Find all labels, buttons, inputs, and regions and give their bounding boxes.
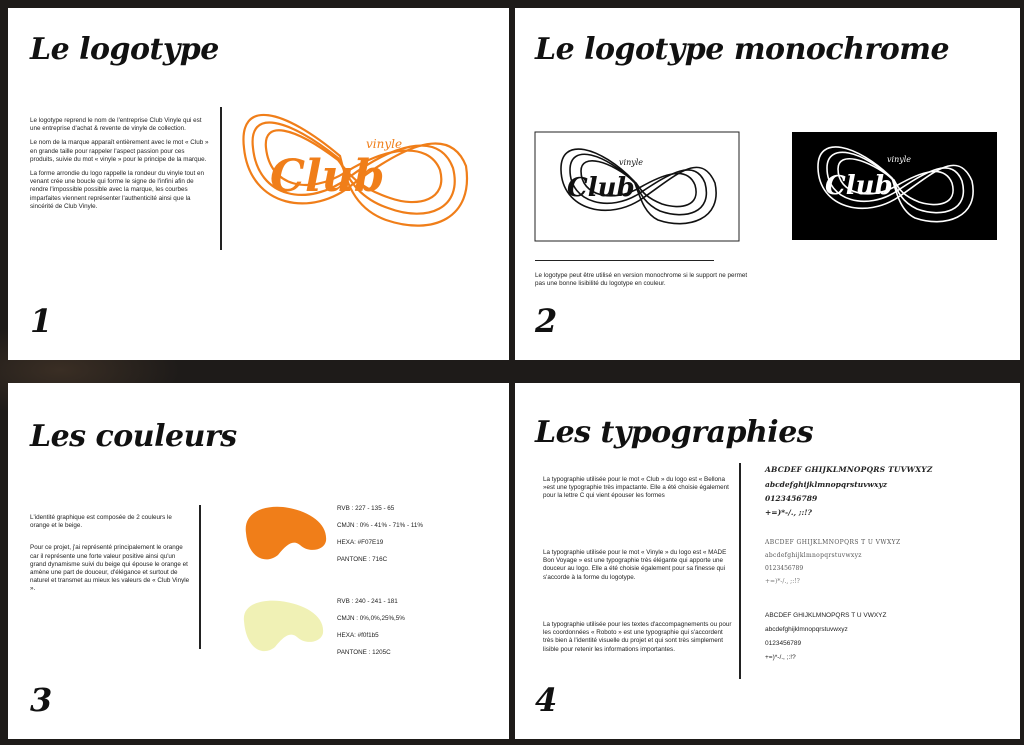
bonvoyage-lowercase: abcdefghijklmnopqrstuvwxyz bbox=[765, 552, 862, 559]
color-swatches bbox=[8, 383, 509, 739]
paragraph: L'identité graphique est composée de 2 couleurs le orange et le beige. bbox=[30, 514, 172, 530]
bonvoyage-symbols: +=)*-/., ;:!? bbox=[765, 578, 800, 585]
bellona-lowercase: abcdefghijklmnopqrstuvwxyz bbox=[765, 480, 888, 489]
page-number: 3 bbox=[30, 681, 53, 719]
beige-rvb: RVB : 240 - 241 - 181 bbox=[337, 598, 398, 605]
beige-pantone: PANTONE : 1205C bbox=[337, 649, 391, 656]
logo-color bbox=[8, 8, 509, 360]
monochrome-caption: Le logotype peut être utilisé en version monochrome si le support ne permet pas une bonne lisibilité du logotype en couleur. bbox=[535, 272, 748, 288]
panel-couleurs bbox=[8, 383, 509, 739]
bonvoyage-digits: 0123456789 bbox=[765, 565, 804, 572]
bellona-uppercase: ABCDEF GHIJKLMNOPQRS TUVWXYZ bbox=[765, 465, 933, 474]
beige-hexa: HEXA: #f0f1b5 bbox=[337, 632, 379, 639]
divider bbox=[535, 260, 714, 261]
panel-logotype bbox=[8, 8, 509, 360]
panel-title: Les couleurs bbox=[30, 419, 237, 454]
paragraph: Le logotype reprend le nom de l'entreprise Club Vinyle qui est une entreprise d'achat & revente de vinyle de collection. bbox=[30, 117, 202, 133]
typo-bellona-description: La typographie utilisée pour le mot « Club » du logo est « Bellona »est une typographie très impactante. Elle a été choisie également pour la lettre C qui vient épouser les formes bbox=[543, 476, 729, 500]
paragraph: Le nom de la marque apparaît entièrement avec le mot « Club » en grande taille pour rappeler l'aspect passion pour ces produits, suivie du mot « vinyle » pour le principe de la marque. bbox=[30, 139, 209, 163]
bonvoyage-uppercase: ABCDEF GHIJKLMNOPQRS T U VWXYZ bbox=[765, 539, 901, 546]
panel-typographies bbox=[515, 383, 1020, 739]
roboto-uppercase: ABCDEF GHIJKLMNOPQRS T U VWXYZ bbox=[765, 612, 887, 619]
orange-swatch bbox=[246, 507, 326, 560]
divider bbox=[739, 463, 741, 679]
logo-word-club: Club bbox=[567, 173, 635, 203]
orange-hexa: HEXA: #F07E19 bbox=[337, 539, 384, 546]
page-number: 1 bbox=[30, 302, 53, 340]
beige-cmjn: CMJN : 0%,0%,25%,5% bbox=[337, 615, 405, 622]
paragraph: La forme arrondie du logo rappelle la rondeur du vinyle tout en venant crée une boucle qui forme le signe de l'infini afin de rendre l'impossible possible avec la marque, les courbes imparfaites viennent représenter l'authenticité ainsi que la sincérité de Club Vinyle. bbox=[30, 170, 204, 210]
panel-logotype-monochrome bbox=[515, 8, 1020, 360]
logo-word-vinyle: vinyle bbox=[366, 137, 403, 151]
roboto-digits: 0123456789 bbox=[765, 640, 802, 647]
typo-bon-voyage-description: La typographie utilisée pour le mot « Vinyle » du logo est « MADE Bon Voyage » est une typographie très élégante qui apporte une douceur au logo. Elle a été choisie également pour sa finesse qui s'accorde à la forme du logotype. bbox=[543, 549, 727, 581]
logo-monochrome-black bbox=[515, 8, 1020, 360]
roboto-symbols: +=)*-/., ;:!? bbox=[765, 654, 796, 661]
typo-roboto-description: La typographie utilisée pour les textes d'accompagnements ou pour les coordonnées « Roboto » est une typographie qui s'accordent très bien à l'identité visuelle du projet et qui sont très simplement lisible pour retenir les informations importantes. bbox=[543, 621, 732, 653]
logo-word-club: Club bbox=[270, 151, 385, 202]
logo-word-club: Club bbox=[825, 171, 893, 201]
bellona-symbols: +=)*-/., ;:!? bbox=[765, 508, 812, 517]
page-number: 4 bbox=[535, 681, 558, 719]
panel-title: Le logotype monochrome bbox=[535, 32, 950, 67]
bellona-digits: 0123456789 bbox=[765, 494, 818, 503]
orange-rvb: RVB : 227 - 135 - 65 bbox=[337, 505, 395, 512]
orange-pantone: PANTONE : 716C bbox=[337, 556, 388, 563]
beige-swatch bbox=[244, 601, 323, 651]
page-number: 2 bbox=[535, 302, 558, 340]
logo-word-vinyle: vinyle bbox=[619, 158, 644, 167]
paragraph: Pour ce projet, j'ai représenté principalement le orange car il représente une forte valeur positive ainsi qu'un grand dynamisme suivi du beige qui épouse le orange et amène une part de douceur, d'élégance et surtout de naturel et transmet au mieux les valeurs de « Club Vinyle ». bbox=[30, 544, 190, 593]
logo-word-vinyle: vinyle bbox=[887, 155, 912, 164]
panel-title: Les typographies bbox=[535, 415, 814, 450]
panel-title: Le logotype bbox=[30, 32, 219, 67]
orange-cmjn: CMJN : 0% - 41% - 71% - 11% bbox=[337, 522, 423, 529]
roboto-lowercase: abcdefghijklmnopqrstuvwxyz bbox=[765, 626, 848, 633]
